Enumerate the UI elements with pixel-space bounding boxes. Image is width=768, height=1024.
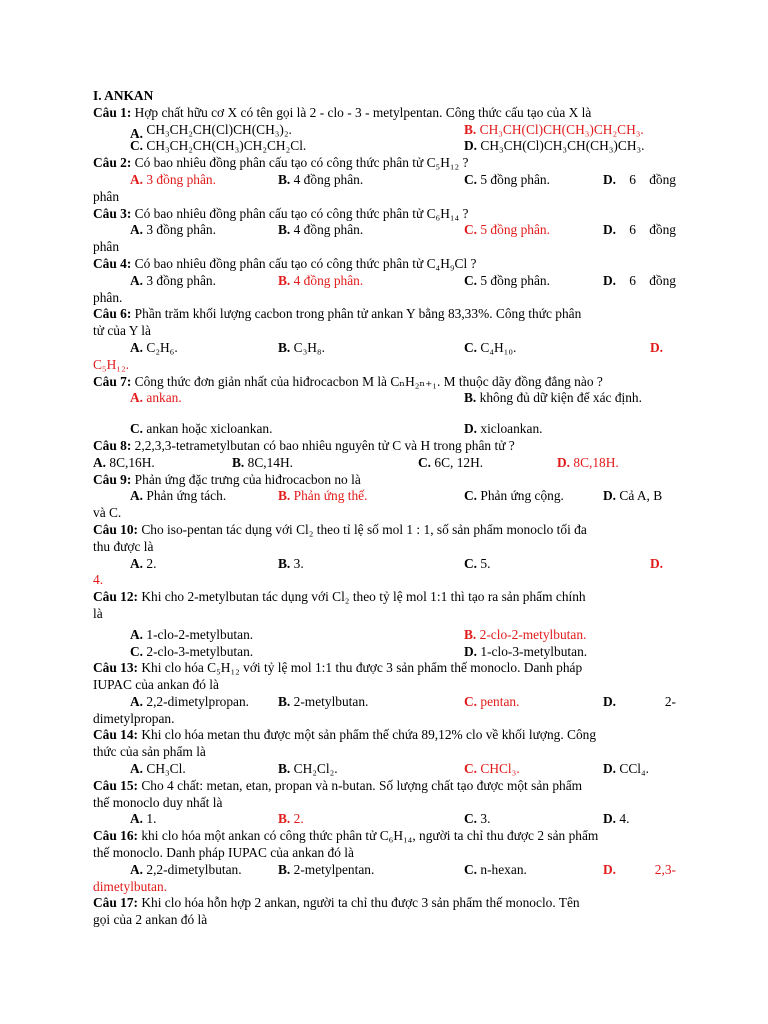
option-d: D. 2- [603,693,676,709]
question-13-options [93,694,676,711]
question-3-options [93,222,676,239]
option-a: A. 1. [130,811,157,827]
question-7-options-row-1 [93,390,676,407]
option-c: C. 6C, 12H. [418,454,484,470]
option-b: B. 2-metylpentan. [278,861,375,877]
question-10: Câu 10: Cho iso-pentan tác dụng với Cl₂ theo tỉ lệ số mol 1 : 1, số sản phẩm monoclo tối đa [93,521,587,537]
section-title: I. ANKAN [93,88,154,103]
option-d: D. CCl₄. [603,761,649,777]
option-a: A. CH₃CH₂CH(Cl)CH(CH₃)₂. [130,121,292,141]
option-b: B. CH₂Cl₂. [278,761,338,777]
option-c: C. 3. [464,811,491,827]
question-12: Câu 12: Khi cho 2-metylbutan tác dụng với Cl₂ theo tỷ lệ mol 1:1 thì tạo ra sản phẩm chính [93,589,586,605]
option-b: B. 2-metylbutan. [278,693,369,709]
option-a: A. 2. [130,555,157,571]
option-c: C. 5 đồng phân. [464,272,550,288]
question-14-cont: thức của sản phẩm là [93,744,206,760]
option-d: D. 4. [603,811,630,827]
question-12-options-row-2 [93,644,676,661]
question-1: Câu 1: Hợp chất hữu cơ X có tên gọi là 2 - clo - 3 - metylpentan. Công thức cấu tạo của X là [93,104,592,120]
option-c: C. Phản ứng cộng. [464,488,564,504]
option-c: C. CH₃CH₂CH(CH₃)CH₂CH₂Cl. [130,138,307,154]
option-d-continued: dimetylbutan. [93,878,168,894]
option-c-answer: C. pentan. [464,693,520,709]
question-10-options [93,556,676,573]
option-b-answer: B. 2-clo-2-metylbutan. [464,626,587,642]
option-c: C. ankan hoặc xicloankan. [130,421,273,437]
question-15-options [93,811,676,828]
question-1-options-row-1 [93,122,676,139]
question-17: Câu 17: Khi clo hóa hỗn hợp 2 ankan, người ta chỉ thu được 3 sản phẩm thế monoclo. Tên [93,895,580,911]
option-a: A. CH₃Cl. [130,761,186,777]
question-12-options-row-1 [93,627,676,644]
document-page [93,88,676,929]
option-d-answer: D. [650,555,664,571]
question-12-cont: là [93,605,103,621]
option-b: B. C₃H₈. [278,339,325,355]
option-b-answer: B. Phản ứng thế. [278,488,368,504]
option-d-continued: phân. [93,289,123,305]
option-b-answer: B. CH₃CH(Cl)CH(CH₃)CH₂CH₃. [464,121,644,137]
question-13-cont: IUPAC của ankan đó là [93,677,219,693]
option-c: C. 5. [464,555,491,571]
question-7-options-row-2 [93,421,676,438]
option-a: A. 2,2-dimetylpropan. [130,693,250,709]
option-a: A. 2,2-dimetylbutan. [130,861,242,877]
option-d-continued: phân [93,239,120,255]
option-a: A. 3 đồng phân. [130,272,216,288]
question-6-options [93,340,676,357]
question-13: Câu 13: Khi clo hóa C₅H₁₂ với tỷ lệ mol 1:1 thu được 3 sản phẩm thế monoclo. Danh pháp [93,660,583,676]
option-d-continued: và C. [93,505,122,521]
option-c-answer: C. CHCl₃. [464,761,520,777]
question-17-cont: gọi của 2 ankan đó là [93,912,208,928]
option-a-answer: A. ankan. [130,390,182,406]
option-b: B. không đủ dữ kiện để xác định. [464,390,642,406]
option-d-answer: D. [650,339,664,355]
option-a-answer: A. 3 đồng phân. [130,171,216,187]
option-a: A. C₂H₆. [130,339,178,355]
option-c: C. n-hexan. [464,861,527,877]
question-10-cont: thu được là [93,538,154,554]
question-8: Câu 8: 2,2,3,3-tetrametylbutan có bao nhiêu nguyên tử C và H trong phân tử ? [93,437,515,453]
option-c: C. 5 đồng phân. [464,171,550,187]
option-d-answer: D. 8C,18H. [557,454,619,470]
question-15-cont: thế monoclo duy nhất là [93,794,223,810]
question-9: Câu 9: Phản ứng đặc trưng của hiđrocacbon no là [93,471,361,487]
option-c-answer: C. 5 đồng phân. [464,222,550,238]
option-b-answer: B. 2. [278,811,304,827]
option-d: D. 6 đồng [603,272,676,288]
option-d: D. CH₃CH(Cl)CH₃CH(CH₃)CH₃. [464,138,645,154]
question-14: Câu 14: Khi clo hóa metan thu được một sản phẩm thế chứa 89,12% clo về khối lượng. Công [93,727,597,743]
question-9-options [93,488,676,505]
option-d-continued: dimetylpropan. [93,710,175,726]
option-d-continued: 4. [93,572,104,588]
question-15: Câu 15: Cho 4 chất: metan, etan, propan và n-butan. Số lượng chất tạo được một sản phẩm [93,777,583,793]
option-b-answer: B. 4 đồng phân. [278,272,364,288]
option-d-continued: C₅H₁₂. [93,356,129,372]
option-b: B. 8C,14H. [232,454,294,470]
question-6: Câu 6: Phần trăm khối lượng cacbon trong phân tử ankan Y bằng 83,33%. Công thức phân [93,306,582,322]
option-d-answer: D. 2,3- [603,861,676,877]
option-c: C. C₄H₁₀. [464,339,517,355]
question-6-cont: tử của Y là [93,323,151,339]
question-8-options [93,455,676,472]
question-14-options [93,761,676,778]
option-d: D. Cả A, B [603,488,663,504]
option-a: A. 1-clo-2-metylbutan. [130,626,254,642]
option-d: D. 6 đồng [603,171,676,187]
option-a: A. 3 đồng phân. [130,222,216,238]
question-16-cont: thế monoclo. Danh pháp IUPAC của ankan đó là [93,845,354,861]
question-16: Câu 16: khi clo hóa một ankan có công thức phân tử C₆H₁₄, người ta chỉ thu được 2 sản phẩm [93,828,599,844]
option-b: B. 4 đồng phân. [278,222,364,238]
option-b: B. 3. [278,555,304,571]
question-16-options [93,862,676,879]
question-4-options [93,273,676,290]
question-3: Câu 3: Có bao nhiêu đồng phân cấu tạo có công thức phân tử C₆H₁₄ ? [93,205,469,221]
question-4: Câu 4: Có bao nhiêu đồng phân cấu tạo có công thức phân tử C₄H₉Cl ? [93,255,477,271]
option-a: A. 8C,16H. [93,454,155,470]
question-2-options [93,172,676,189]
option-d: D. 6 đồng [603,222,676,238]
option-d: D. xicloankan. [464,421,543,437]
question-1-options-row-2 [93,138,676,155]
option-a: A. Phản ứng tách. [130,488,227,504]
question-7: Câu 7: Công thức đơn giản nhất của hiđrocacbon M là CₙH₂ₙ₊₁. M thuộc dãy đồng đẳng nào ? [93,373,603,389]
option-b: B. 4 đồng phân. [278,171,364,187]
question-2: Câu 2: Có bao nhiêu đồng phân cấu tạo có công thức phân tử C₅H₁₂ ? [93,155,469,171]
option-c: C. 2-clo-3-metylbutan. [130,643,254,659]
option-d-continued: phân [93,188,120,204]
option-d: D. 1-clo-3-metylbutan. [464,643,588,659]
